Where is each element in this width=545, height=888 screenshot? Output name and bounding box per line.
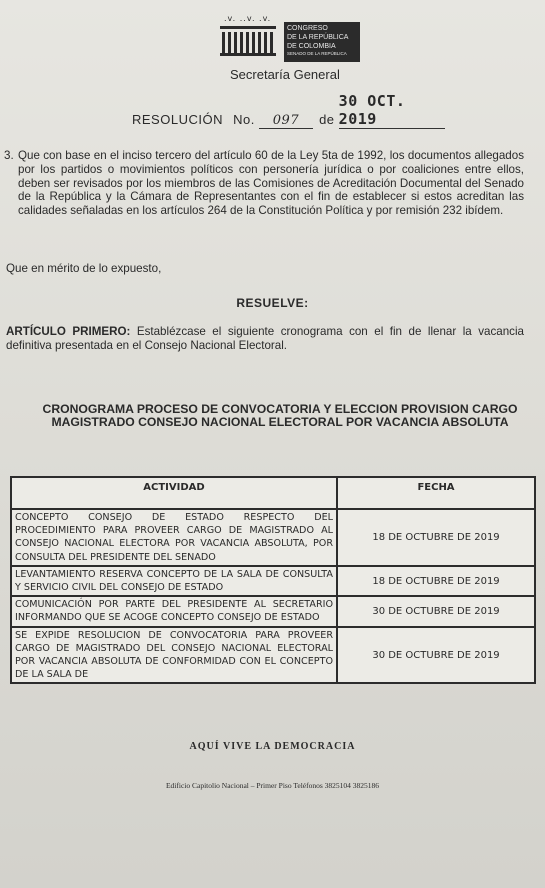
table-row (11, 509, 535, 566)
logo-dots: .v. ..v. .v. (224, 14, 272, 23)
resolution-number: 097 (259, 113, 313, 129)
footer-address: Edificio Capitolio Nacional – Primer Piso Teléfonos 3825104 3825186 (165, 781, 380, 790)
table-row (11, 627, 535, 684)
cell-fecha: 18 DE OCTUBRE DE 2019 (337, 509, 535, 566)
logo-text-box (284, 22, 360, 62)
cronograma-title: CRONOGRAMA PROCESO DE CONVOCATORIA Y ELECCION PROVISION CARGO MAGISTRADO CONSEJO NACIONAL ELECTORAL POR VACANCIA ABSOLUTA (42, 402, 518, 430)
cell-actividad: SE EXPIDE RESOLUCION DE CONVOCATORIA PARA PROVEER CARGO DE MAGISTRADO DEL CONSEJO NACIONAL ELECTORAL POR VACANCIA ABSOLUTA DE CONFORMIDAD CON EL CONCEPTO DE LA SALA DE (11, 627, 337, 684)
cell-fecha: 18 DE OCTUBRE DE 2019 (337, 566, 535, 596)
paragraph-number: 3. (4, 149, 14, 162)
logo-line: CONGRESO (287, 25, 328, 32)
logo-line: DE LA REPÚBLICA (287, 34, 349, 41)
cell-actividad: LEVANTAMIENTO RESERVA CONCEPTO DE LA SALA DE CONSULTA Y SERVICIO CIVIL DEL CONSEJO DE ESTADO (11, 566, 337, 596)
number-label: No. (233, 112, 255, 127)
logo-line: DE COLOMBIA (287, 43, 336, 50)
header-label: FECHA (417, 482, 455, 493)
resolution-label: RESOLUCIÓN (132, 112, 223, 127)
table-row (11, 566, 535, 596)
considerando-3 (4, 149, 524, 218)
resolution-line (132, 92, 445, 129)
resuelve-heading: RESUELVE: (236, 296, 309, 310)
cronograma-table (10, 476, 536, 684)
de-label: de (319, 112, 335, 127)
footer-slogan: AQUÍ VIVE LA DEMOCRACIA (189, 741, 356, 752)
table-header-row (11, 477, 535, 509)
paragraph-text: Que con base en el inciso tercero del artículo 60 de la Ley 5ta de 1992, los documentos allegados por los partidos o movimientos políticos con personería jurídica o por coaliciones entre ellos, deben ser revisados por los miembros de las Comisiones de Acreditación Documental del Senado de la República y la Cámara de Representantes con el fin de establecer si estos acreditan las calidades señaladas en los artículos 264 de la Constitución Política y por remisión 232 ibídem. (18, 149, 524, 218)
header-fecha (337, 477, 535, 509)
merito-line: Que en mérito de lo expuesto, (6, 262, 162, 275)
articulo-primero (6, 325, 524, 353)
cell-fecha: 30 DE OCTUBRE DE 2019 (337, 627, 535, 684)
cell-fecha: 30 DE OCTUBRE DE 2019 (337, 596, 535, 626)
articulo-label: ARTÍCULO PRIMERO: (6, 325, 131, 338)
congreso-logo (218, 12, 362, 64)
cell-actividad: COMUNICACIÓN POR PARTE DEL PRESIDENTE AL SECRETARIO INFORMANDO QUE SE ACOGE CONCEPTO CONSEJO DE ESTADO (11, 596, 337, 626)
capitol-columns-icon (220, 26, 276, 56)
cell-actividad: CONCEPTO CONSEJO DE ESTADO RESPECTO DEL PROCEDIMIENTO PARA PROVEER CARGO DE MAGISTRADO AL CONSEJO NACIONAL ELECTORA POR VACANCIA ABSOLUTA, POR CONSULTA DEL PRESIDENTE DEL SENADO (11, 509, 337, 566)
resolution-date: 30 OCT. 2019 (339, 92, 445, 129)
table-row (11, 596, 535, 626)
secretaria-general: Secretaría General (230, 67, 340, 82)
header-label: ACTIVIDAD (143, 482, 205, 493)
articulo-text: Establézcase el siguiente cronograma con el fin de llenar la vacancia definitiva presentada en el Consejo Nacional Electoral. (6, 325, 524, 352)
logo-small-line: SENADO DE LA REPÚBLICA (287, 51, 347, 56)
header-actividad (11, 477, 337, 509)
